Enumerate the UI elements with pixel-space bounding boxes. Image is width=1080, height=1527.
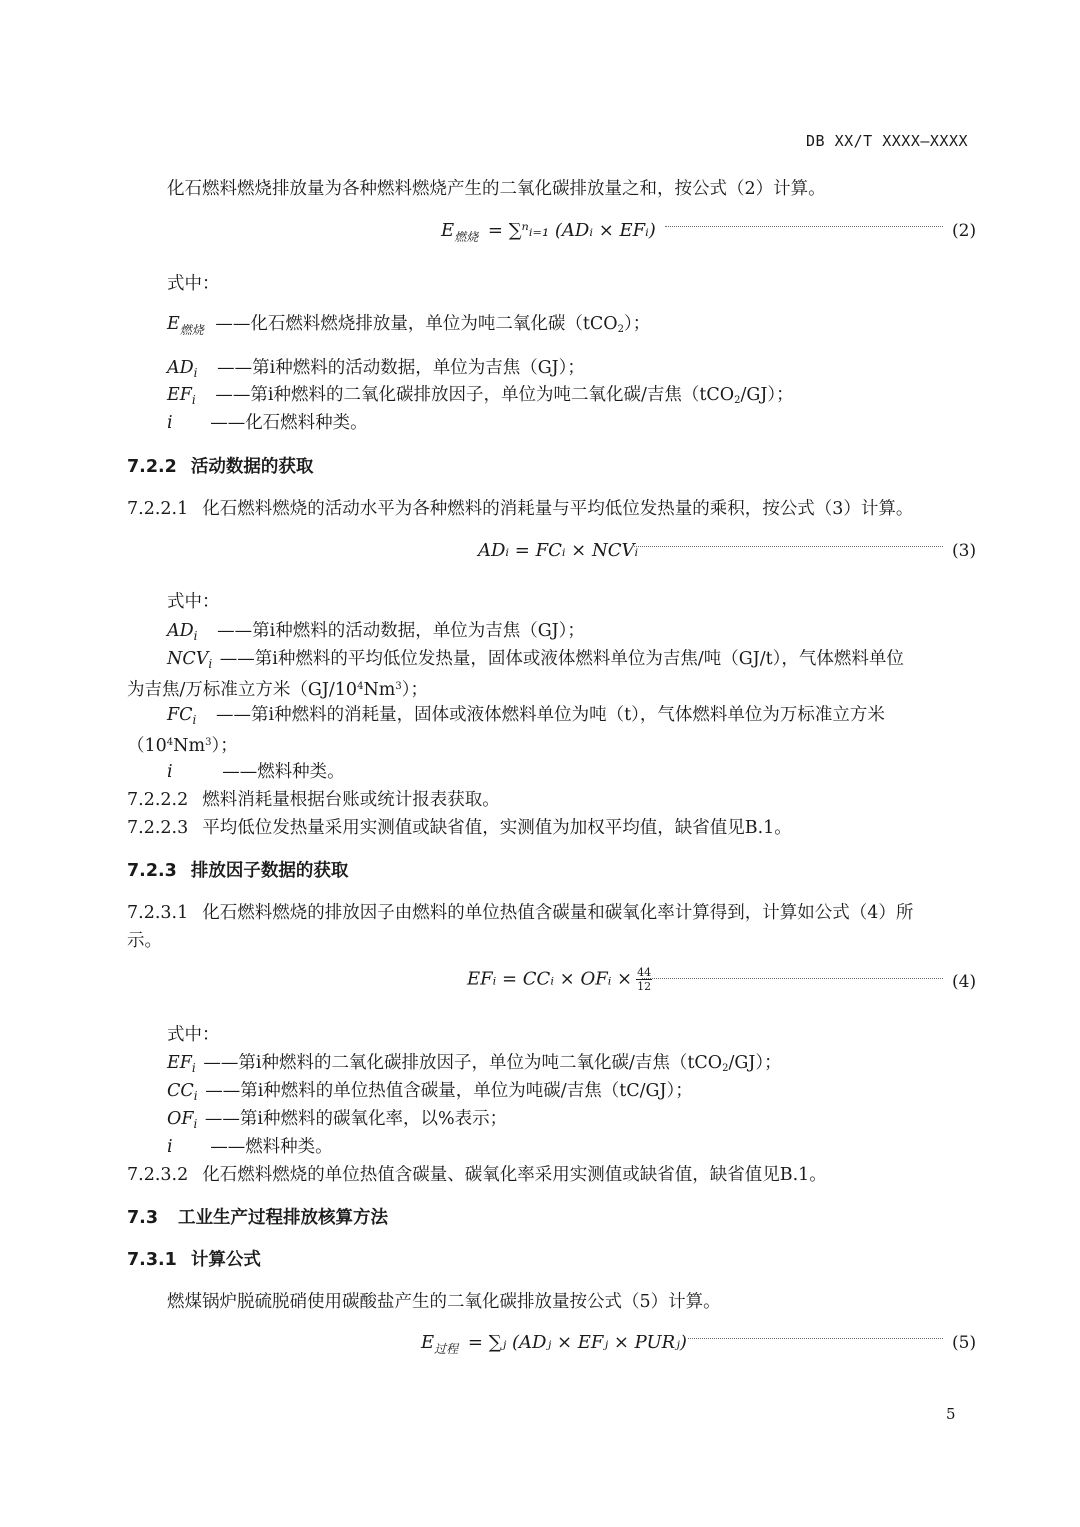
eq5-leader-dots	[688, 1338, 943, 1339]
heading-7-2-3: 7.2.3 排放因子数据的获取	[127, 861, 349, 881]
equation-5: $E_{过程}$ = ∑ⱼ (ADⱼ × EFⱼ × PURⱼ)	[421, 1332, 687, 1356]
eq2-rhs: = ∑ⁿᵢ₌₁ (ADᵢ × EFᵢ)	[487, 220, 656, 241]
where1-row-ad: $AD_i$ ——第i种燃料的活动数据，单位为吉焦（GJ）；	[167, 358, 585, 380]
paragraph-process: 燃煤锅炉脱硫脱硝使用碳酸盐产生的二氧化碳排放量按公式（5）计算。	[167, 1292, 721, 1312]
clause-7-2-2-2: 7.2.2.2 燃料消耗量根据台账或统计报表获取。	[127, 790, 500, 810]
clause-7-2-3-1-cont: 示。	[127, 931, 162, 951]
eq2-lhs: E	[441, 220, 455, 241]
equation-4: EFᵢ = CCᵢ × OFᵢ × $\frac{44}{12}$	[467, 966, 652, 993]
heading-7-3-1: 7.3.1 计算公式	[127, 1250, 261, 1270]
heading-7-3: 7.3 工业生产过程排放核算方法	[127, 1208, 389, 1228]
equation-2	[441, 220, 656, 245]
where1-row-e: $E_{燃烧}$ ——化石燃料燃烧排放量，单位为吨二氧化碳（tCO2）；	[167, 314, 651, 337]
where2-row-fc: $FC_i$ ——第i种燃料的消耗量，固体或液体燃料单位为吨（t），气体燃料单位为万标准立方米	[167, 705, 885, 727]
eq5-number: (5)	[952, 1333, 977, 1353]
heading-7-2-2: 7.2.2 活动数据的获取	[127, 457, 314, 477]
where1-row-ef: $EF_i$ ——第i种燃料的二氧化碳排放因子，单位为吨二氧化碳/吉焦（tCO2/GJ）；	[167, 385, 794, 407]
clause-7-2-2-1: 7.2.2.1 化石燃料燃烧的活动水平为各种燃料的消耗量与平均低位发热量的乘积，按公式（3）计算。	[127, 499, 914, 519]
where-label-1: 式中：	[167, 274, 220, 294]
eq4-fraction: $\frac{44}{12}$	[637, 966, 652, 993]
eq4-leader-dots	[642, 978, 943, 979]
clause-7-2-2-3: 7.2.2.3 平均低位发热量采用实测值或缺省值，实测值为加权平均值，缺省值见B.1。	[127, 818, 792, 838]
eq2-leader-dots	[665, 226, 943, 227]
where1-row-i: i ——化石燃料种类。	[167, 413, 368, 433]
where-label-2: 式中：	[167, 592, 220, 612]
paragraph-fuel-intro: 化石燃料燃烧排放量为各种燃料燃烧产生的二氧化碳排放量之和，按公式（2）计算。	[167, 179, 826, 199]
eq3-number: (3)	[952, 541, 977, 561]
where2-row-i: i ——燃料种类。	[167, 762, 345, 782]
clause-7-2-3-2: 7.2.3.2 化石燃料燃烧的单位热值含碳量、碳氧化率采用实测值或缺省值，缺省值见B.1。	[127, 1165, 827, 1185]
clause-7-2-3-1: 7.2.3.1 化石燃料燃烧的排放因子由燃料的单位热值含碳量和碳氧化率计算得到，计算如公式（4）所	[127, 903, 914, 923]
where2-row-ncv: $NCV_i$ ——第i种燃料的平均低位发热量，固体或液体燃料单位为吉焦/吨（GJ/t），气体燃料单位	[167, 649, 904, 671]
where2-row-fc-cont: $(10^4Nm^3)$；	[127, 736, 238, 756]
document-code-header: DB XX/T XXXX—XXXX	[806, 132, 969, 150]
eq2-number: (2)	[952, 221, 977, 241]
eq3-leader-dots	[632, 546, 943, 547]
where-label-3: 式中：	[167, 1025, 220, 1045]
eq2-lhs-sub: 燃烧	[454, 230, 479, 244]
where3-row-ef: $EF_i$ ——第i种燃料的二氧化碳排放因子，单位为吨二氧化碳/吉焦（tCO2/GJ）；	[167, 1053, 782, 1075]
where2-row-ad: $AD_i$ ——第i种燃料的活动数据，单位为吉焦（GJ）；	[167, 621, 585, 643]
eq4-number: (4)	[952, 972, 977, 992]
where2-row-ncv-cont: 为吉焦/万标准立方米$(GJ/10^4Nm^3)$；	[127, 680, 428, 700]
where3-row-of: $OF_i$ ——第i种燃料的碳氧化率，以%表示；	[167, 1109, 508, 1131]
where3-row-i: i ——燃料种类。	[167, 1137, 333, 1157]
where3-row-cc: $CC_i$ ——第i种燃料的单位热值含碳量，单位为吨碳/吉焦（tC/GJ）；	[167, 1081, 693, 1103]
page-number: 5	[946, 1405, 956, 1423]
equation-3: ADᵢ = FCᵢ × NCVᵢ	[478, 540, 639, 561]
